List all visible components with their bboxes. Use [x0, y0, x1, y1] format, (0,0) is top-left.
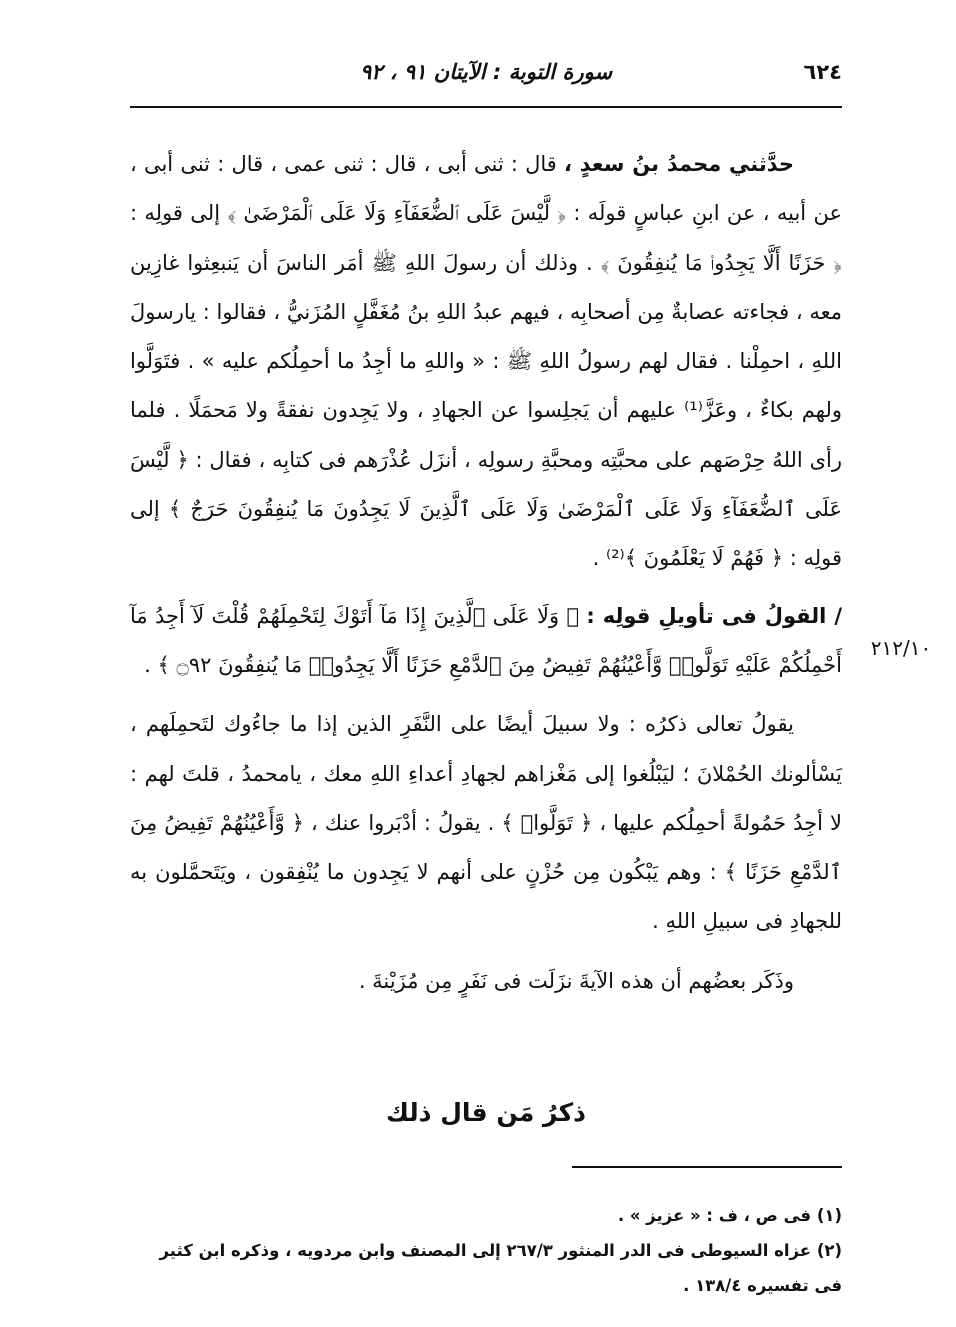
- margin-reference: ٢١٢/١٠: [870, 636, 932, 660]
- running-title: سورة التوبة : الآيتان ٩١ ، ٩٢: [359, 60, 613, 84]
- footnotes: [130, 1198, 842, 1303]
- paragraph-text: قال : ثنى أبى ، قال : ثنى عمى ، قال : ثنى أبى ، عن أبيه ، عن ابنِ عباسٍ قولَه : ﴿ لَّيْسَ عَلَى ٱلضُّعَفَآءِ وَلَا عَلَى ٱلْمَرْضَىٰ ﴾ إلى قولِه : ﴿ حَزَنًا أَلَّا يَجِدُوا۟ مَا يُنفِقُونَ ﴾ . وذلك أن رسولَ اللهِ ﷺ أمَر الناسَ أن يَنبعِثوا غازِين معه ، فجاءته عصابةٌ مِن أصحابِه ، فيهم عبدُ اللهِ بنُ مُغَفَّلٍ المُزَنيُّ ، فقالوا : يارسولَ اللهِ ، احمِلْنا . فقال لهم رسولُ اللهِ ﷺ : « واللهِ ما أجِدُ ما أحمِلُكم عليه » . فتَوَلَّوا ولهم بكاءٌ ، وعَزَّ⁽¹⁾ عليهم أن يَجلِسوا عن الجهادِ ، ولا يَجِدون نفقةً ولا مَحمَلًا . فلما رأى اللهُ حِرْصَهم على محبَّتِه ومحبَّةِ رسولِه ، أنزَل عُذْرَهم فى كتابِه ، فقال : ﴿ لَّيْسَ عَلَى ٱلضُّعَفَآءِ وَلَا عَلَى ٱلْمَرْضَىٰ وَلَا عَلَى ٱلَّذِينَ لَا يَجِدُونَ مَا يُنفِقُونَ حَرَجٌ ﴾ إلى قولِه : ﴿ فَهُمْ لَا يَعْلَمُونَ ﴾⁽²⁾ .: [130, 152, 843, 571]
- paragraph-commentary: يقولُ تعالى ذكرُه : ولا سبيلَ أيضًا على النَّفَرِ الذين إذا ما جاءُوك لتَحمِلَهم ، يَسْألونك الحُمْلانَ ؛ ليَبْلُغوا إلى مَغْزاهم لجهادِ أعداءِ اللهِ معك ، يامحمدُ ، قلتَ لهم : لا أجِدُ حَمُولةً أحمِلُكم عليها ، ﴿ تَوَلَّوا۟ ﴾ . يقولُ : أدْبَروا عنك ، ﴿ وَّأَعْيُنُهُمْ تَفِيضُ مِنَ ٱلدَّمْعِ حَزَنًا ﴾ : وهم يَبْكُون مِن حُزْنٍ على أنهم لا يَجِدون ما يُنْفِقون ، ويَتَحمَّلون به للجهادِ فى سبيلِ اللهِ .: [130, 712, 842, 934]
- section-heading: ذكرُ مَن قال ذلك: [386, 1098, 586, 1127]
- footnote-1: (١) فى ص ، ف : « عزيز » .: [617, 1206, 842, 1225]
- main-text: [130, 140, 842, 1006]
- tawil-lead: / القولُ فى تأويلِ قولِه :: [586, 603, 843, 628]
- header-rule: [130, 106, 842, 108]
- verse-text: ﴿ وَلَا عَلَى ٱلَّذِينَ إِذَا مَآ أَتَوْكَ لِتَحْمِلَهُمْ قُلْتَ لَآ أَجِدُ مَآ أَحْمِلُكُمْ عَلَيْهِ تَوَلَّوا۟ وَّأَعْيُنُهُمْ تَفِيضُ مِنَ ٱلدَّمْعِ حَزَنًا أَلَّا يَجِدُوا۟ مَا يُنفِقُونَ ۝٩٢ ﴾ .: [130, 603, 842, 677]
- page-header: [130, 58, 842, 98]
- footnote-rule: [572, 1166, 842, 1168]
- footnote-2: (٢) عزاه السيوطى فى الدر المنثور ٢٦٧/٣ إلى المصنف وابن مردويه ، وذكره ابن كثير فى تفسيره ١٣٨/٤ .: [159, 1241, 842, 1295]
- isnad-lead: حدَّثني محمدُ بنُ سعدٍ ،: [564, 152, 794, 176]
- paragraph-verse-heading: [130, 592, 842, 691]
- paragraph-hadith: [130, 140, 842, 584]
- paragraph-note: وذَكَر بعضُهم أن هذه الآيةَ نزَلَت فى نَفَرٍ مِن مُزَيْنةَ .: [358, 968, 794, 993]
- page-number: ٦٢٤: [803, 60, 842, 84]
